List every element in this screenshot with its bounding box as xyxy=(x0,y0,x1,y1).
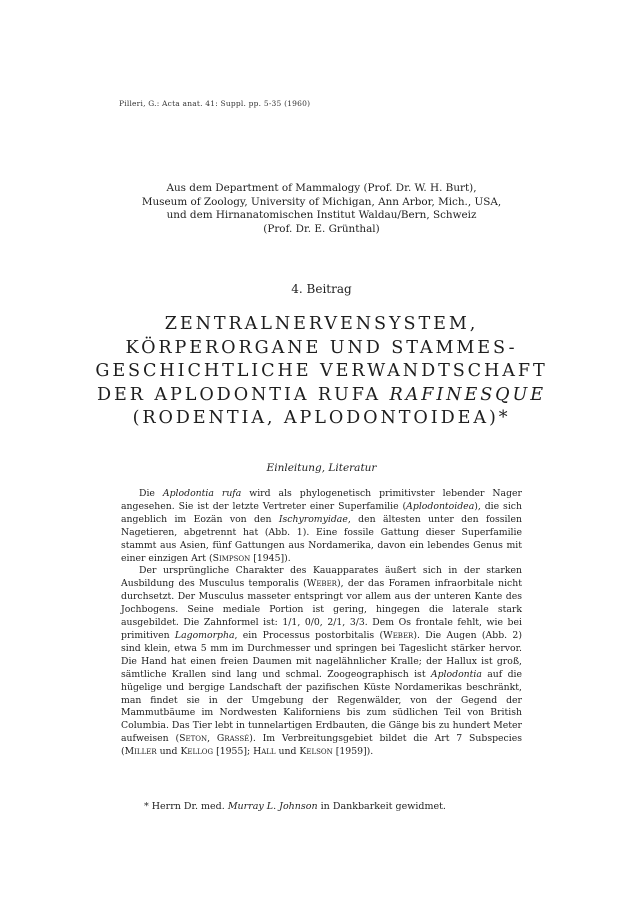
affiliation-line: (Prof. Dr. E. Grünthal) xyxy=(263,222,380,235)
affiliation-line: Aus dem Department of Mammalogy (Prof. Dr. W. H. Burt), xyxy=(166,182,477,194)
title-line xyxy=(60,384,583,408)
affiliation-line: Museum of Zoology, University of Michigan, Ann Arbor, Mich., USA, xyxy=(141,195,502,208)
affiliation-block xyxy=(100,182,543,236)
title-species: DER APLODONTIA RUFA xyxy=(97,384,381,405)
body-text xyxy=(121,488,522,759)
title-line: ZENTRALNERVENSYSTEM, xyxy=(164,314,479,334)
footnote: * Herrn Dr. med. Murray L. Johnson in Dankbarkeit gewidmet. xyxy=(144,801,446,812)
title-line: (RODENTIA, APLODONTOIDEA)* xyxy=(132,408,511,429)
affiliation-line: und dem Hirnanatomischen Institut Waldau/Bern, Schweiz xyxy=(166,209,477,222)
title-line: KÖRPERORGANE UND STAMMES- xyxy=(125,337,518,358)
paragraph: Der ursprüngliche Charakter des Kauapparates äußert sich in der starken Ausbildung des Musculus temporalis (Weber), der das Foramen infraorbitale nicht durchsetzt. Der Musculus masseter entspringt vor allem aus der unteren Kante des Jochbogens. Seine mediale Portion ist gering, hingegen die laterale stark ausgebildet. Die Zahnformel ist: 1/1, 0/0, 2/1, 3/3. Dem Os frontale fehlt, wie bei primitiven Lagomorpha, ein Processus postorbitalis (Weber). Die Augen (Abb. 2) sind klein, etwa 5 mm im Durchmesser und springen bei Tageslicht stärker hervor. Die Hand hat einen freien Daumen mit nagelähnlicher Kralle; der Hallux ist groß, sämtliche Krallen sind lang und schmal. Zoogeographisch ist Aplodontia auf die hügelige und bergige Landschaft der pazifischen Küste Nordamerikas beschränkt, man findet sie in der Umgebung der Regenwälder, von der Gegend der Mammutbäume im Nordwesten Kaliforniens bis zum südlichen Teil von British Columbia. Das Tier lebt in tunnelartigen Erdbauten, die Gänge bis zu hundert Meter aufweisen (Seton, Grassé). Im Verbreitungsgebiet bildet die Art 7 Subspecies (Miller und Kellog [1955]; Hall und Kelson [1959]). xyxy=(121,565,522,758)
section-heading: Einleitung, Literatur xyxy=(266,462,377,474)
contribution-number: 4. Beitrag xyxy=(291,282,352,296)
title-author-italic: RAFINESQUE xyxy=(389,384,546,405)
article-title xyxy=(60,313,583,431)
citation-header: Pilleri, G.: Acta anat. 41: Suppl. pp. 5-35 (1960) xyxy=(119,99,311,108)
paragraph: Die Aplodontia rufa wird als phylogenetisch primitivster lebender Nager angesehen. Sie ist der letzte Vertreter einer Superfamilie (Aplodontoidea), die sich angeblich im Eozän von den Ischyromyidae, den ältesten unter den fossilen Nagetieren, abgetrennt hat (Abb. 1). Eine fossile Gattung dieser Superfamilie stammt aus Asien, fünf Gattungen aus Nordamerika, davon ein lebendes Genus mit einer einzigen Art (Simpson [1945]). xyxy=(121,488,522,564)
title-line: GESCHICHTLICHE VERWANDTSCHAFT xyxy=(95,361,548,382)
